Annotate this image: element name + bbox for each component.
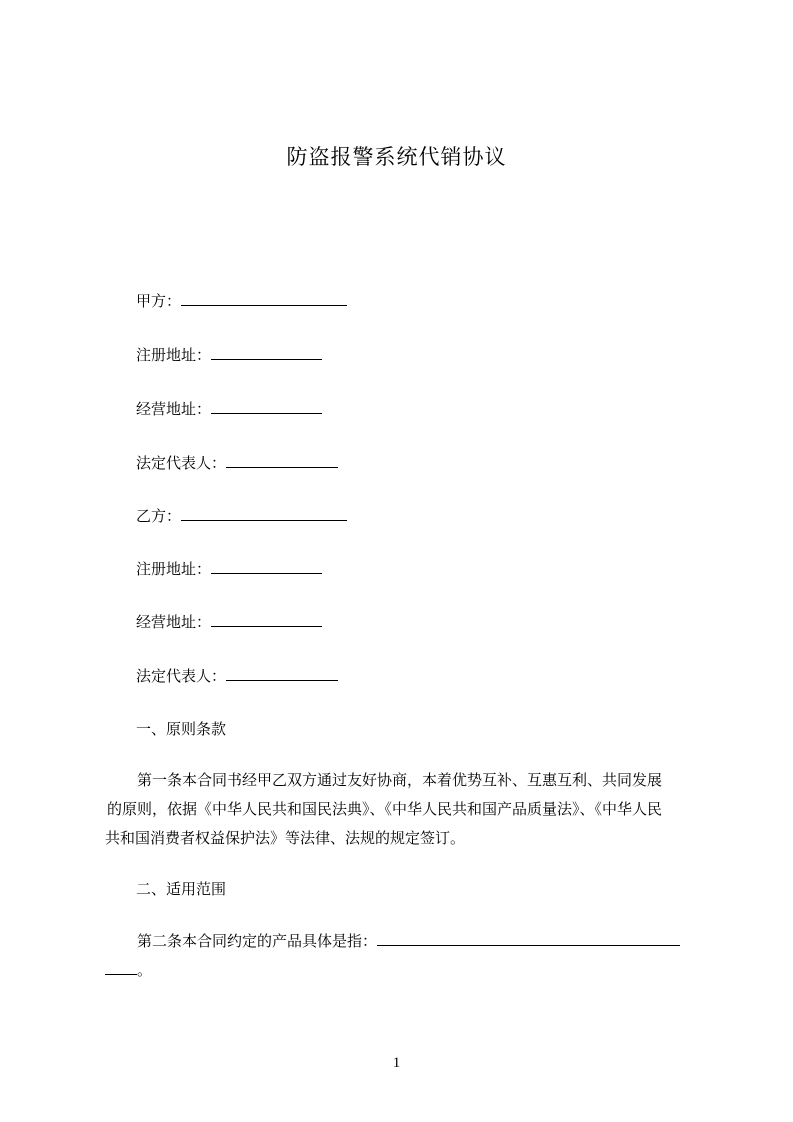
article-2-paragraph [105, 927, 701, 985]
article-2-line-1 [105, 927, 701, 956]
party-b-reg-address-field [136, 559, 322, 579]
party-a-reg-address-label: 注册地址： [136, 346, 212, 364]
party-b-legal-rep-label: 法定代表人： [136, 667, 227, 685]
party-a-reg-address-field [136, 345, 322, 365]
article-2-product-blank[interactable] [377, 931, 680, 946]
article-1-line-1: 第一条本合同书经甲乙双方通过友好协商，本着优势互补、互惠互利、共同发展 [137, 771, 663, 789]
party-b-op-address-field [136, 612, 322, 632]
article-1-line-2: 的原则，依据《中华人民共和国民法典》、《中华人民共和国产品质量法》、《中华人民 [107, 800, 663, 818]
section-2-heading: 二、适用范围 [136, 880, 227, 898]
article-2-ending: 。 [137, 961, 153, 979]
party-b-legal-rep-field [136, 666, 338, 686]
party-b-reg-address-label: 注册地址： [136, 560, 212, 578]
party-b-op-address-blank[interactable] [211, 612, 322, 627]
party-a-op-address-blank[interactable] [211, 399, 322, 414]
party-b-name-label: 乙方： [136, 507, 182, 525]
party-b-reg-address-blank[interactable] [211, 559, 322, 574]
party-a-op-address-label: 经营地址： [136, 400, 212, 418]
party-a-reg-address-blank[interactable] [211, 345, 322, 360]
party-a-op-address-field [136, 399, 322, 419]
party-b-name-field [136, 506, 347, 526]
section-1-heading: 一、原则条款 [136, 720, 227, 738]
party-a-legal-rep-field [136, 453, 338, 473]
party-b-legal-rep-blank[interactable] [226, 666, 338, 681]
party-a-name-blank[interactable] [181, 291, 347, 306]
party-b-op-address-label: 经营地址： [136, 613, 212, 631]
document-title: 防盗报警系统代销协议 [286, 145, 507, 169]
article-2-line-2 [105, 956, 701, 985]
party-a-legal-rep-label: 法定代表人： [136, 454, 227, 472]
party-a-name-field [136, 291, 347, 311]
party-b-name-blank[interactable] [181, 506, 347, 521]
party-a-name-label: 甲方： [136, 292, 182, 310]
page-number: 1 [392, 1055, 401, 1071]
party-a-legal-rep-blank[interactable] [226, 453, 338, 468]
article-2-product-blank-continued[interactable] [105, 960, 137, 975]
article-2-text: 第二条本合同约定的产品具体是指： [137, 932, 378, 950]
article-1-line-3: 共和国消费者权益保护法》等法律、法规的规定签订。 [105, 829, 466, 847]
article-1-paragraph [105, 766, 701, 853]
